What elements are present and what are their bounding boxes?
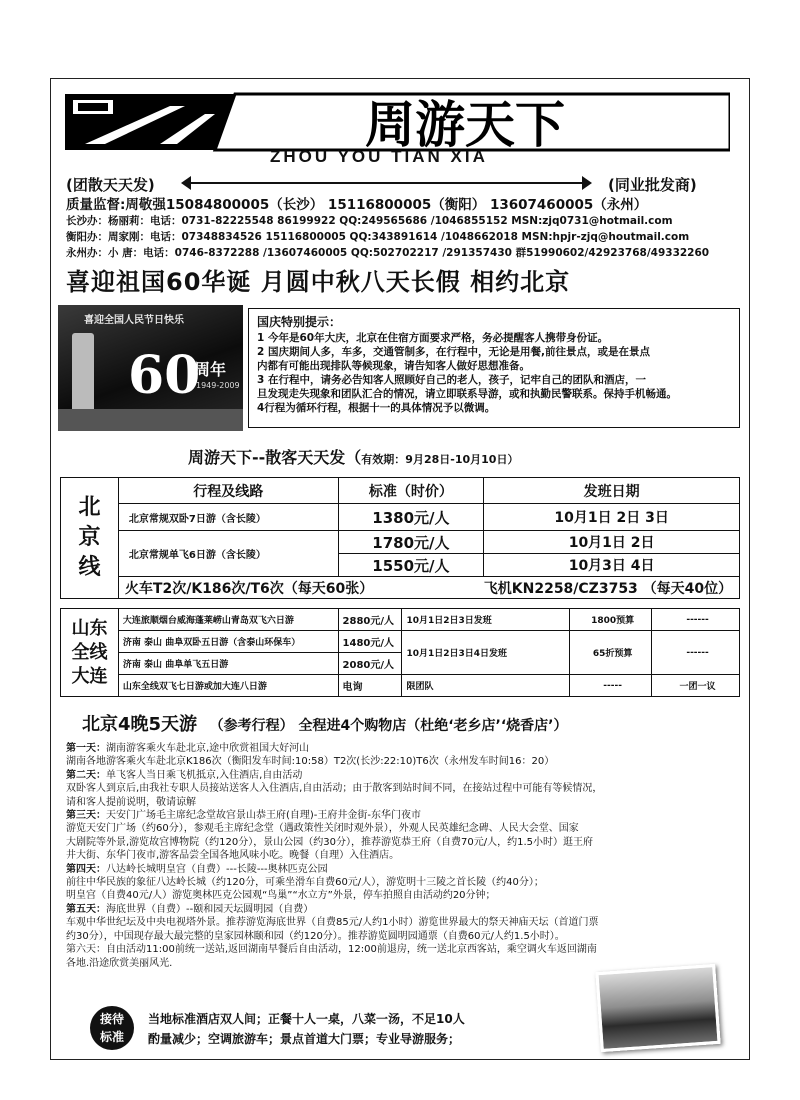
itinerary-line [66,796,746,809]
extra-cell: ------ [652,609,740,631]
notice-title: 国庆特别提示： [257,315,342,329]
shandong-route-table [60,608,740,697]
photo-years: 1949-2009 [196,381,240,390]
price-cell: 2080元/人 [338,653,402,675]
budget-cell: ----- [570,675,652,697]
dates-cell: 10月3日 4日 [484,554,740,577]
line-text: 大剧院等外景,游览故宫博物院（约120分），景山公园（约30分），推荐游览恭王府（自费70元/人，约1.5小时）逛王府 [66,836,593,848]
right-tag: (同业批发商) [608,176,697,194]
photo-big-number: 60 [128,345,201,406]
notice-item: 旦发现走失现象和团队汇合的情况，请立即联系导游，或和执勤民警联系。保持手机畅通。 [257,388,677,400]
beijing-region-label [61,478,119,599]
itinerary-line [66,863,746,876]
notice-item: 内都有可能出现排队等候现象，请告知客人做好思想准备。 [257,360,530,372]
line-text: 双卧客人到京后,由我社专职人员接站送客人入住酒店,自由活动；由于散客到站时间不同，在接站过程中可能有等候情况， [66,783,603,795]
arrow-right-icon [582,176,592,190]
line-text: 前往中华民族的象征八达岭长城（约120分，可乘坐滑车自费60元/人），游览明十三陵之首长陵（约40分）； [66,877,544,889]
line-text: 八达岭长城明皇宫（自费）---长陵---奥林匹克公园 [106,863,328,875]
line-text: 单飞客人当日乘飞机抵京,入住酒店,自由活动 [106,769,303,781]
region-char: 大连 [71,665,108,687]
day-label: 第一天： [66,743,106,754]
region-char: 北 [78,495,101,520]
photo-top-text: 喜迎全国人民节日快乐 [84,315,184,326]
office-hengyang: 衡阳办：周家刚：电话：07348834526 15116800005 QQ:343891614 /1048662018 MSN:hpjr-zjq@houtmail.com [66,231,690,243]
price-cell: 1380元/人 [338,504,484,531]
beijing-route-table [60,477,740,599]
reception-standard-badge [90,1006,134,1050]
brand-logo-banner [65,92,730,152]
section-title-text: 周游天下--散客天天发（ [188,448,362,467]
line-text: 海底世界（自费）--颐和园天坛圆明园（自费） [106,903,314,915]
line-text: 天安门广场毛主席纪念堂故宫景山恭王府(自理)-王府井金街-东华门夜市 [106,810,422,822]
price-cell: 1780元/人 [338,531,484,554]
itinerary-line [66,876,746,889]
dates-cell: 10月1日2日3日发班 [402,609,570,631]
day-label: 第五天： [66,903,106,915]
budget-cell: 65折预算 [570,631,652,675]
route-cell: 济南 泰山 曲阜单飞五日游 [118,653,338,675]
standards-line-1: 当地标准酒店双人间；正餐十人一桌，八菜一汤，不足10人 [148,1012,465,1026]
itinerary-line [66,755,746,768]
route-cell: 北京常规单飞6日游（含长陵） [118,531,338,577]
budget-cell: 1800预算 [570,609,652,631]
extra-cell: 一团一议 [652,675,740,697]
itinerary-line [66,769,746,782]
itinerary-line [66,889,746,902]
route-cell: 大连旅顺烟台威海蓬莱崂山青岛双飞六日游 [118,609,338,631]
train-info: 火车T2次/K186次/T6次（每天60张） [118,577,483,599]
section-validity: 有效期：9月28日-10月10日） [361,453,519,466]
dates-cell: 10月1日2日3日4日发班 [402,631,570,675]
header-route: 行程及线路 [118,478,338,504]
route-cell: 山东全线双飞七日游或加大连八日游 [118,675,338,697]
itinerary-line [66,742,746,755]
section-title [188,445,518,468]
line-text: 约30分），中国现存最大最完整的皇家园林颐和园（约120分）。推荐游览圆明园通票（自费60元/人约1.5小时）。 [66,930,565,942]
dates-cell: 10月1日 2日 3日 [484,504,740,531]
shandong-region-label [61,609,119,697]
trip-note: （参考行程） 全程进4个购物店（杜绝‘老乡店’‘烧香店’） [209,718,568,734]
itinerary-line [66,903,746,916]
itinerary-line [66,822,746,835]
line-text: 请和客人提前说明，敬请谅解 [66,796,196,808]
region-char: 全线 [71,641,108,663]
line-text: 井大街、东华门夜市,游客品尝全国各地风味小吃。晚餐（自理）入住酒店。 [66,850,400,862]
logo-en-text: ZHOU YOU TIAN XIA [270,147,488,166]
line-text: 第六天：自由活动11:00前统一送站,返回湖南早餐后自由活动，12:00前退房，统一送北京西客站，乘空调火车返回湖南 [66,944,597,956]
arrow-line [185,182,585,184]
scenery-photo [595,964,720,1052]
left-tag: (团散天天发) [66,176,155,194]
photo-zhounian: 周年 [194,360,227,379]
trip-title-text: 北京4晚5天游 [82,714,198,735]
dates-cell: 10月1日 2日 [484,531,740,554]
line-text: 车观中华世纪坛及中央电视塔外景。推荐游览海底世界（自费85元/人约1小时）游览世界最大的祭天神庙天坛（首道门票 [66,917,599,929]
price-cell: 2880元/人 [338,609,402,631]
headline: 喜迎祖国60华诞 月圆中秋八天长假 相约北京 [66,268,571,296]
quality-supervisor-line: 质量监督:周敬强15084800005（长沙） 15116800005（衡阳） 13607460005（永州） [66,197,648,213]
line-text: 湖南各地游客乘火车赴北京K186次（衡阳发车时间:10:58）T2次(长沙:22:10)T6次（永州发车时间16：20） [66,756,555,768]
region-char: 线 [78,555,101,580]
standards-line-2: 酌量减少；空调旅游车；景点首道大门票；专业导游服务； [148,1032,461,1046]
anniversary-photo [58,305,243,431]
day-label: 第三天： [66,810,106,822]
line-text: 湖南游客乘火车赴北京,途中欣赏祖国大好河山 [106,743,310,754]
notice-item: 1 今年是60年大庆，北京在住宿方面要求严格，务必提醒客人携带身份证。 [257,332,609,344]
route-cell: 济南 泰山 曲阜双卧五日游（含泰山环保车） [118,631,338,653]
itinerary-line [66,849,746,862]
itinerary-line [66,943,746,956]
price-cell: 1550元/人 [338,554,484,577]
itinerary [66,742,746,970]
region-char: 京 [78,525,101,550]
line-text: 游览天安门广场（约60分），参观毛主席纪念堂（遇政策性关闭时观外景），外观人民英雄纪念碑、人民大会堂、国家 [66,823,579,835]
national-day-notice [248,308,740,428]
photo-ground [58,409,243,431]
itinerary-line [66,916,746,929]
office-changsha: 长沙办：杨丽莉：电话：0731-82225548 86199922 QQ:249565686 /1046855152 MSN:zjq0731@hotmail.com [66,215,673,227]
flight-info: 飞机KN2258/CZ3753 （每天40位） [484,577,740,599]
line-text: 明皇宫（自费40元/人）游览奥林匹克公园观“鸟巢”“水立方”外景，停车拍照自由活动约20分钟； [66,890,496,902]
extra-cell: ------ [652,631,740,675]
itinerary-line [66,782,746,795]
header-dates: 发班日期 [484,478,740,504]
day-label: 第四天： [66,863,106,875]
itinerary-line [66,836,746,849]
itinerary-line [66,809,746,822]
notice-item: 3 在行程中，请务必告知客人照顾好自己的老人，孩子，记牢自己的团队和酒店，一 [257,374,646,386]
notice-item: 4行程为循环行程，根据十一的具体情况予以微调。 [257,402,496,414]
price-cell: 电询 [338,675,402,697]
header-price: 标准（时价） [338,478,484,504]
logo-cn-text: 周游天下 [365,95,565,152]
day-label: 第二天： [66,769,106,781]
badge-text: 标准 [99,1030,124,1044]
region-char: 山东 [71,617,108,639]
notice-item: 2 国庆期间人多，车多，交通管制多，在行程中，无论是用餐,前往景点，或是在景点 [257,346,650,358]
badge-text: 接待 [99,1012,124,1026]
trip-title [82,710,568,736]
route-cell: 北京常规双卧7日游（含长陵） [118,504,338,531]
office-yongzhou: 永州办：小 唐：电话：0746-8372288 /13607460005 QQ:502702217 /291357430 群51990602/42923768/49332260 [66,247,710,259]
itinerary-line [66,930,746,943]
price-cell: 1480元/人 [338,631,402,653]
line-text: 各地.沿途欣赏美丽风光. [66,957,173,969]
dates-cell: 限团队 [402,675,570,697]
